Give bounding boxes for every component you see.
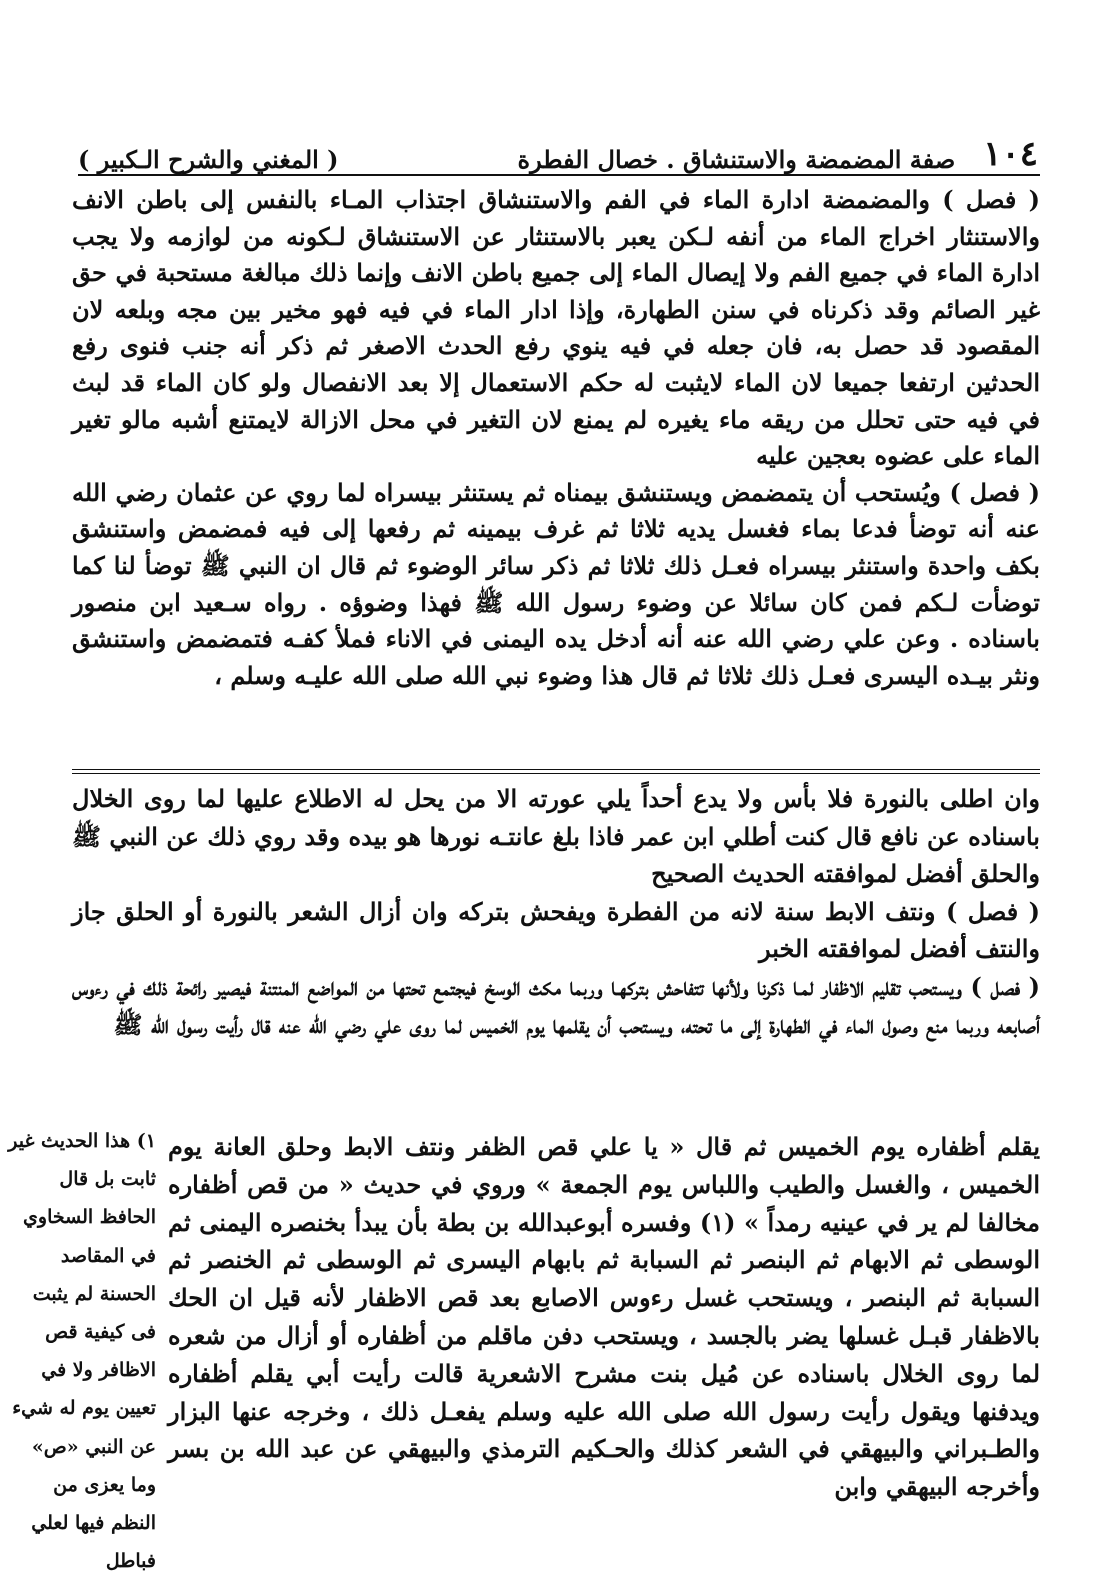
book-title: ( المغني والشرح الـكبير ) — [78, 145, 339, 174]
main-text-block — [72, 182, 1040, 694]
paragraph: ( فصل ) ويُستحب أن يتمضمض ويستنشق بيمناه ثم يستنثر بيسراه لما روي عن عثمان رضي الله عنه أنه توضأ فدعا بماء فغسل يديه ثلاثا ثم غرف بيمينه ثم رفعها إلى فيه فمضمض واستنشق بكف واحدة واستنثر بيسراه فعـل ذلك ثلاثا ثم ذكر سائر الوضوء ثم قال ان النبي ﷺ توضأ لنا كما توضأت لـكم فمن كان سائلا عن وضوء رسول الله ﷺ فهذا وضوؤه . رواه سـعيد ابن منصور باسناده . وعن علي رضي الله عنه أنه أدخل يده اليمنى في الاناء فملأ كفـه فتمضمض واستنشق ونثر بيـده اليسرى فعـل ذلك ثلاثا ثم قال هذا وضوء نبي الله صلى الله عليـه وسلم ، — [72, 477, 1040, 690]
paragraph: يقلم أظفاره يوم الخميس ثم قال « يا علي قص الظفر ونتف الابط وحلق العانة يوم الخميس ، والغسل والطيب واللباس يوم الجمعة » وروي في حديث « من قص أظفاره مخالفا لم ير في عينيه رمداً » (١) وفسره أبوعبدالله بن بطة بأن يبدأ بخنصره اليمنى ثم الوسطى ثم الابهام ثم البنصر ثم السبابة ثم بابهام اليسرى ثم الوسطى ثم الخنصر ثم السبابة ثم البنصر ، ويستحب غسل رءوس الاصابع بعد قص الاظفار لأنه قيل ان الحك بالاظفار قبـل غسلها يضر بالجسد ، ويستحب دفن ماقلم من أظفاره أو أزال من شعره لما روى الخلال باسناده عن مُيل بنت مشرح الاشعرية قالت رأيت أبي يقلم أظفاره ويدفنها ويقول رأيت رسول الله صلى الله عليه وسلم يفعـل ذلك ، وخرجه عنها البزار والطـبراني والبيهقي في الشعر كذلك والحـكيم الترمذي والبيهقي عن عبد الله بن بسر وأخرجه البيهقي وابن — [168, 1132, 1041, 1502]
page-header — [78, 118, 1038, 174]
header-divider — [78, 174, 1040, 176]
footnote-text: ١) هذا الحديث غير ثابت بل قال الحافظ السخاوي في المقاصد الحسنة لم يثبت فى كيفية قص الاظافر ولا في تعيين يوم له شيء عن النبي «ص» وما يعزى من النظم فيها لعلي فباطل — [8, 1130, 156, 1573]
lower-text-block — [72, 780, 1040, 1043]
paragraph: ( فصل ) ويستحب تقليم الاظفار لمـا ذكرنا ولأنها تتفاحش بتركهـا وربما مكث الوسخ فيجتمع تحتها من المواضع المنتنة فيصير رائحة ذلك في رءوس أصابعه وربما منع وصول الماء في الطهارة إلى ما تحته، ويستحب أن يقلمها يوم الخميس لما روى علي رضي الله عنه قال رأيت رسول الله ﷺ — [72, 971, 1040, 1039]
chapter-title: صفة المضمضة والاستنشاق . خصال الفطرة — [517, 145, 956, 174]
paragraph: ( فصل ) ونتف الابط سنة لانه من الفطرة ويفحش بتركه وان أزال الشعر بالنورة أو الحلق جاز والنتف أفضل لموافقته الخبر — [72, 896, 1040, 964]
section-divider — [72, 773, 1040, 774]
margin-footnote — [6, 1122, 156, 1580]
lower-text-narrow-block — [168, 1128, 1040, 1506]
paragraph: ( فصل ) والمضمضة ادارة الماء في الفم والاستنشاق اجتذاب المـاء بالنفس إلى باطن الانف والاستنثار اخراج الماء من أنفه لـكن يعبر بالاستنثار عن الاستنشاق لـكونه من لوازمه ولا يجب ادارة الماء في جميع الفم ولا إيصال الماء إلى جميع باطن الانف وإنما ذلك مبالغة مستحبة في حق غير الصائم وقد ذكرناه في سنن الطهارة، وإذا ادار الماء في فيه فهو مخير بين مجه وبلعه لان المقصود قد حصل به، فان جعله في فيه ينوي رفع الحدث الاصغر ثم ذكر أنه جنب فنوى رفع الحدثين ارتفعا جميعا لان الماء لايثبت له حكم الاستعمال إلا بعد الانفصال ولو كان الماء قد لبث في فيه حتى تحلل من ريقه ماء يغيره لم يمنع لان التغير في محل الازالة لايمتنع أشبه مالو تغير الماء على عضوه بعجين عليه — [72, 185, 1040, 471]
section-divider — [72, 769, 1040, 770]
paragraph: وان اطلى بالنورة فلا بأس ولا يدع أحداً يلي عورته الا من يحل له الاطلاع عليها لما روى الخلال باسناده عن نافع قال كنت أطلي ابن عمر فاذا بلغ عانتـه نورها هو بيده وقد روي ذلك عن النبي ﷺ والحلق أفضل لموافقته الحديث الصحيح — [72, 784, 1040, 889]
page-number: ١٠٤ — [983, 134, 1038, 174]
